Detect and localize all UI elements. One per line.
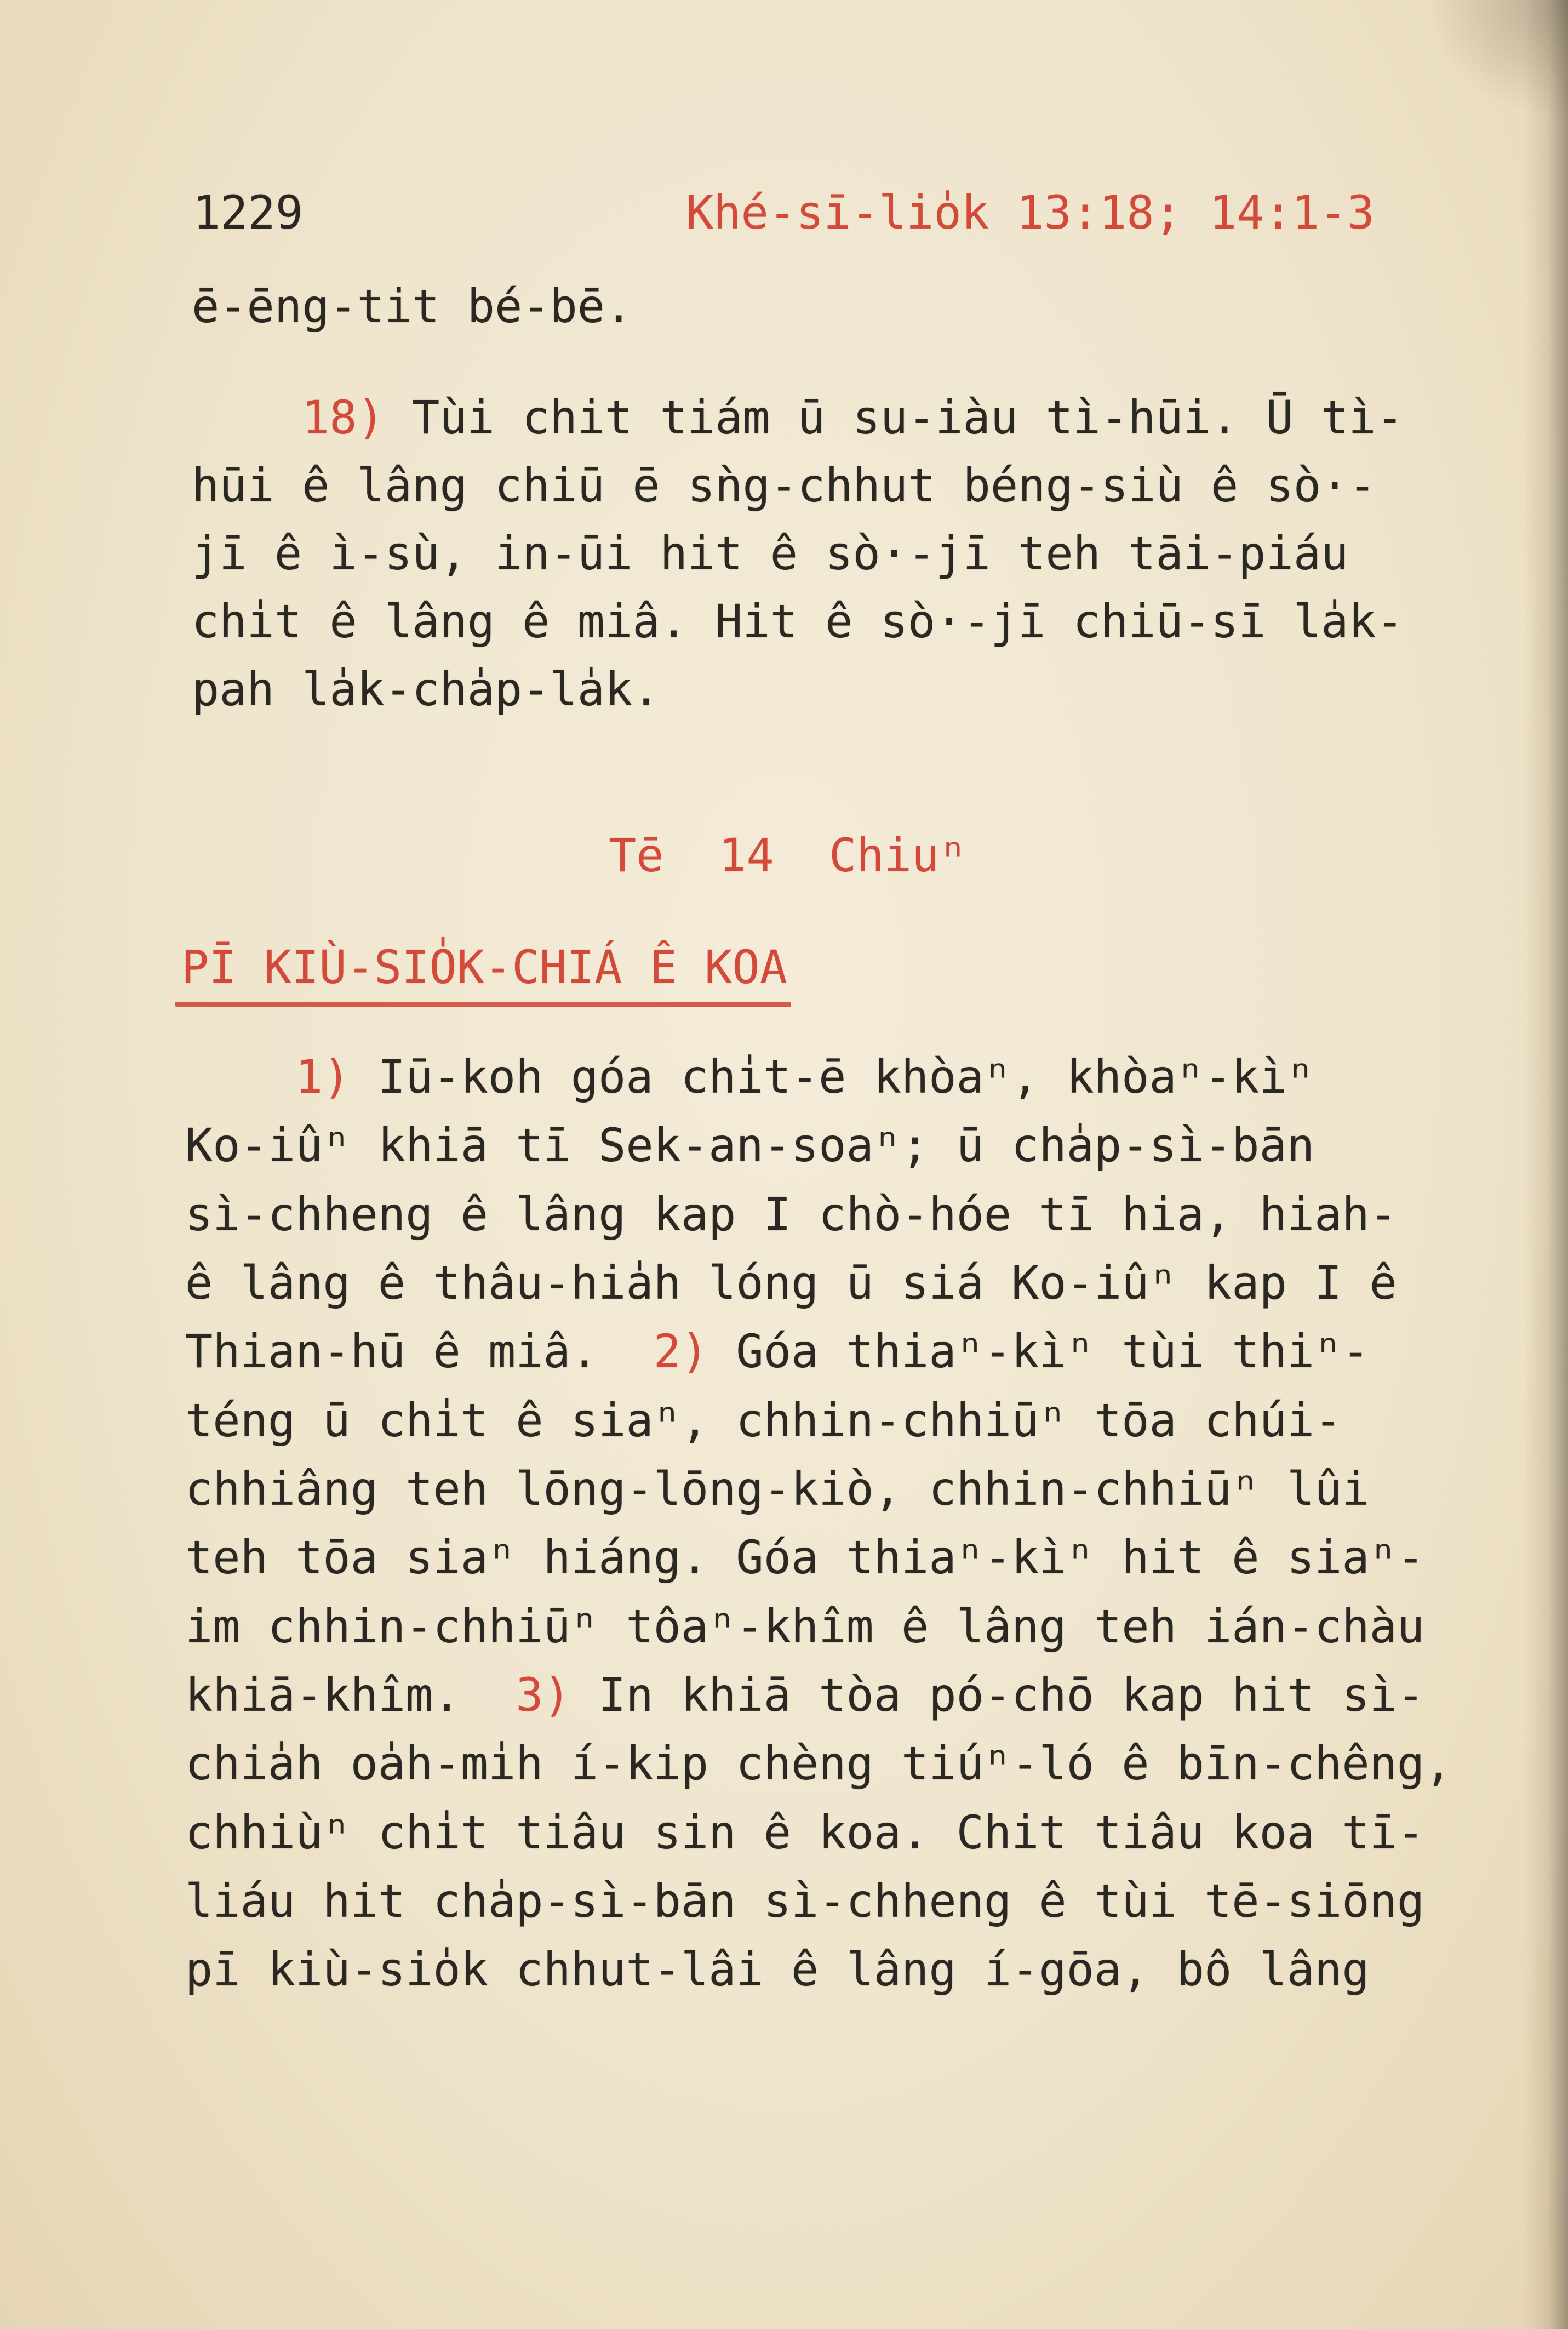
running-title: Khé-sī-lio̍k 13:18; 14:1-3	[686, 186, 1375, 239]
text-line: teh tōa siaⁿ hiáng. Góa thiaⁿ-kìⁿ hit ê siaⁿ-	[185, 1531, 1425, 1584]
verse-number: 18)	[302, 391, 385, 444]
text-line: im chhin-chhiūⁿ tôaⁿ-khîm ê lâng teh ián-chàu	[185, 1600, 1425, 1653]
text-line: jī ê ì-sù, in-ūi hit ê sò·-jī teh tāi-piáu	[192, 527, 1349, 580]
verse-text: Góa thiaⁿ-kìⁿ tùi thiⁿ-	[736, 1325, 1370, 1378]
text-line: chhiùⁿ chi̍t tiâu sin ê koa. Chit tiâu koa tī-	[185, 1806, 1425, 1859]
text-line: pah la̍k-cha̍p-la̍k.	[192, 663, 660, 716]
verse-18-line	[302, 390, 1404, 445]
text-line: téng ū chi̍t ê siaⁿ, chhin-chhiūⁿ tōa chúi-	[185, 1394, 1342, 1447]
verse-3-line	[185, 1668, 1424, 1722]
text-line: ē-ēng-tit bé-bē.	[192, 279, 633, 333]
text-line: liáu hit cha̍p-sì-bān sì-chheng ê tùi tē-siōng	[185, 1874, 1425, 1928]
text-line: pī kiù-sio̍k chhut-lâi ê lâng í-gōa, bô lâng	[185, 1943, 1370, 1996]
section-title-underline	[175, 1002, 791, 1007]
page-edge-shadow	[1524, 0, 1568, 2329]
verse-text: Iū-koh góa chi̍t-ē khòaⁿ, khòaⁿ-kìⁿ	[377, 1050, 1315, 1104]
text-line: Ko-iûⁿ khiā tī Sek-an-soaⁿ; ū cha̍p-sì-bān	[185, 1118, 1315, 1172]
text-line: chi̍t ê lâng ê miâ. Hit ê sò·-jī chiū-sī la̍k-	[192, 595, 1404, 648]
text-line: chia̍h oa̍h-mi̍h í-kip chèng tiúⁿ-ló ê bīn-chêng,	[185, 1737, 1452, 1790]
section-title: PĪ KIÙ-SIO̍K-CHIÁ Ê KOA	[181, 940, 787, 994]
verse-text: Tùi chit tiám ū su-iàu tì-hūi. Ū tì-	[412, 391, 1404, 444]
verse-text: In khiā tòa pó-chō kap hit sì-	[598, 1668, 1425, 1722]
verse-1-line	[295, 1049, 1314, 1104]
verse-text: Thian-hū ê miâ.	[185, 1325, 599, 1378]
verse-text: khiā-khîm.	[185, 1668, 461, 1722]
page-number: 1229	[193, 186, 304, 239]
text-line: chhiâng teh lōng-lōng-kiò, chhin-chhiūⁿ lûi	[185, 1462, 1370, 1516]
verse-number: 1)	[295, 1050, 351, 1104]
text-line: hūi ê lâng chiū ē sǹg-chhut béng-siù ê sò·-	[192, 459, 1376, 512]
page-corner-shadow	[1426, 0, 1568, 121]
chapter-heading: Tē 14 Chiuⁿ	[609, 829, 967, 882]
verse-2-line	[185, 1324, 1370, 1379]
verse-number: 3)	[516, 1668, 571, 1722]
text-line: sì-chheng ê lâng kap I chò-hóe tī hia, hiah-	[185, 1188, 1397, 1241]
verse-number: 2)	[653, 1325, 709, 1378]
text-line: ê lâng ê thâu-hia̍h lóng ū siá Ko-iûⁿ kap I ê	[185, 1256, 1397, 1310]
